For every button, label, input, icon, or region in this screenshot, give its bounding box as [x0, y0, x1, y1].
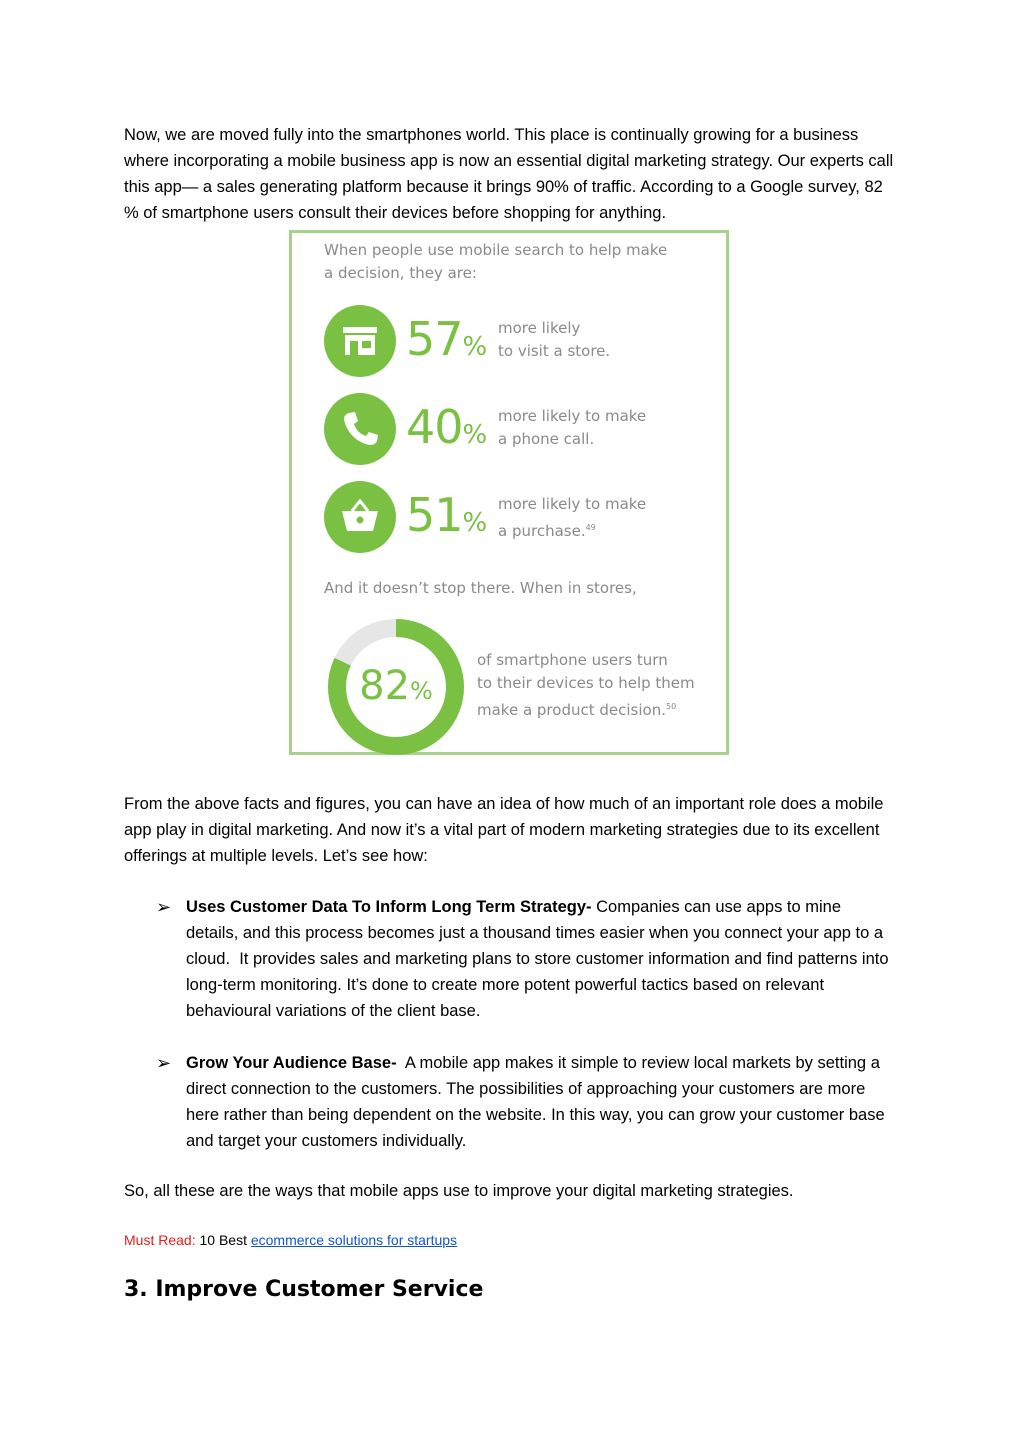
facts-section	[124, 791, 896, 869]
arrow-bullet-icon: ➢	[156, 1053, 172, 1073]
must-read-line	[124, 1232, 457, 1248]
stat-row-purchase	[324, 481, 704, 555]
stat-value: 51%	[406, 488, 488, 542]
phone-icon	[324, 393, 396, 465]
must-read-text: 10 Best	[195, 1232, 251, 1248]
closing-block	[124, 1178, 896, 1204]
section-heading: 3. Improve Customer Service	[124, 1277, 484, 1302]
intro-block	[124, 122, 896, 226]
arrow-bullet-icon: ➢	[156, 897, 172, 917]
list-item	[124, 1050, 896, 1154]
stat-value: 40%	[406, 400, 488, 454]
bullet-list	[124, 894, 896, 1180]
stat-value: 57%	[406, 312, 488, 366]
bullet-text: A mobile app makes it simple to review local markets by setting a direct connection to the customers. The possibilities of approaching your customers are more here rather than being dependent on the website. In this way, you can grow your customer base and target your customers individually.	[186, 1054, 885, 1150]
infographic-intro	[324, 239, 667, 285]
footnote-marker: 50	[665, 702, 677, 711]
donut-value: 82%	[359, 663, 433, 709]
donut-chart	[326, 617, 466, 757]
bullet-text: Companies can use apps to mine details, and this process becomes just a thousand times easier when you connect your app to a cloud. It provides sales and marketing plans to store customer information and find patterns into long-term monitoring. It’s done to create more potent powerful tactics based on relevant behavioural variations of the client base.	[186, 898, 889, 1020]
stat-description: more likely to make a phone call.	[498, 407, 647, 448]
stat-description: more likely to make a purchase.$^{49}$	[498, 495, 647, 540]
stat-description: more likely to visit a store.	[498, 319, 611, 360]
bullet-title: Grow Your Audience Base-	[186, 1054, 397, 1072]
footnote-marker: 49	[585, 523, 596, 532]
facts-paragraph: From the above facts and figures, you can have an idea of how much of an important role does a mobile app play in digital marketing. And now it’s a vital part of modern marketing strategies due to its excellent offerings at multiple levels. Let’s see how:	[124, 795, 884, 865]
mobile-search-infographic	[289, 230, 729, 755]
store-icon	[324, 305, 396, 377]
ecommerce-solutions-link[interactable]: ecommerce solutions for startups	[250, 1232, 458, 1248]
closing-paragraph: So, all these are the ways that mobile apps use to improve your digital marketing strategies.	[124, 1182, 794, 1200]
bullet-title: Uses Customer Data To Inform Long Term Strategy-	[186, 898, 592, 916]
stat-row-store	[324, 305, 704, 379]
intro-paragraph: Now, we are moved fully into the smartphones world. This place is continually growing for a business where incorporating a mobile business app is now an essential digital marketing strategy. Our experts call this app— a sales generating platform because it brings 90% of traffic. According to a Google survey, 82 % of smartphone users consult their devices before shopping for anything.	[124, 126, 894, 222]
donut-description: of smartphone users turn to their devices to help them make a product decision.$^{50}$	[477, 651, 695, 719]
infographic-intro-line-1: When people use mobile search to help make	[324, 241, 668, 259]
infographic-intro-line-2: a decision, they are:	[324, 264, 477, 282]
list-item	[124, 894, 896, 1024]
basket-icon	[324, 481, 396, 553]
infographic-mid-text: And it doesn’t stop there. When in stores,	[324, 579, 637, 597]
must-read-label: Must Read:	[124, 1232, 196, 1248]
stat-row-phone	[324, 393, 704, 467]
